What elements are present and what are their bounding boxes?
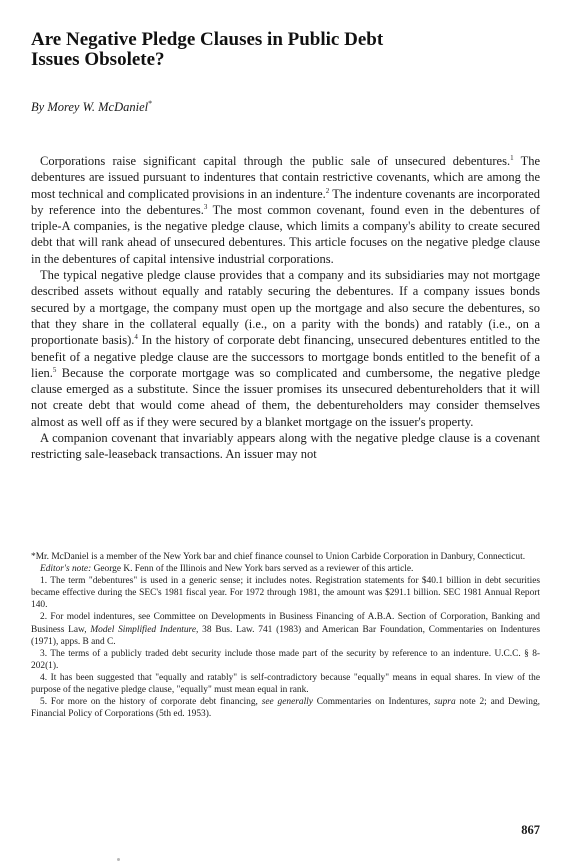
p2-text-1: The typical negative pledge clause provides that a company and its subsidiaries may not mortgage described assets without equally and ratably securing the debentures. If a company issues bonds secured by a mortgage, the company must open up the mortgage and also secure the debentures, so that they share in the collateral equally (i.e., on a parity with the bonds) and ratably (i.e., on a proportionate basis). [31, 268, 540, 348]
scan-speck [117, 858, 120, 861]
editor-note [31, 563, 540, 575]
footnote-2 [31, 611, 540, 647]
byline-prefix: By [31, 100, 48, 115]
article-body [31, 153, 540, 463]
paragraph-2 [31, 267, 540, 430]
footnote-5-text-c: note 2; and Dewing, Financial Policy of Corporations (5th ed. 1953). [31, 697, 541, 720]
footnote-ref-1: 1 [510, 153, 514, 162]
author-footnote-marker: * [148, 99, 153, 108]
p1-text-2: The debentures are issued pursuant to indentures that contain restrictive covenants, which are among the most technical and complicated provisions in an indenture. [31, 154, 540, 201]
footnote-3: 3. The terms of a publicly traded debt security include those made part of the security by reference to an indenture. U.C.C. § 8-202(1). [31, 648, 540, 671]
author-footnote: *Mr. McDaniel is a member of the New York bar and chief finance counsel to Union Carbide Corporation in Danbury, Connecticut. [31, 552, 526, 562]
p1-text-3: The indenture covenants are incorporated by reference into the debentures. [31, 186, 540, 217]
author-name: Morey W. McDaniel [47, 100, 149, 115]
footnote-2-text-a: 2. For model indentures, see Committee on Developments in Business Financing of A.B.A. Section of Corporation, Banking and Business Law, [31, 612, 540, 635]
footnote-2-italic: Model Simplified Indenture, [90, 624, 199, 635]
p2-text-3: Because the corporate mortgage was so complicated and cumbersome, the negative pledge clause emerged as a substitute. Since the issuer promises its unsecured debentureholders that it will not create debt that would come ahead of them, the debentureholders may consider themselves almost as well off as if they were secured by a blanket mortgage on the issuer's property. [31, 365, 540, 429]
p2-text-2: In the history of corporate debt financing, unsecured debentures entitled to the benefit of a negative pledge clause are the successors to mortgage bonds entitled to the benefit of a lien. [31, 333, 540, 380]
footnote-5-text-b: Commentaries on Indentures, [312, 697, 435, 708]
p1-text-4: The most common covenant, found even in the debentures of triple-A companies, is the negative pledge clause, which limits a company's ability to create secured debt that will rank ahead of unsecured debentures. This article focuses on the negative pledge clause in the debentures of capital intensive industrial corporations. [31, 202, 540, 266]
byline [31, 96, 152, 115]
p1-text-1: Corporations raise significant capital through the public sale of unsecured debentures. [40, 154, 511, 168]
paragraph-3: A companion covenant that invariably appears along with the negative pledge clause is a covenant restricting sale-leaseback transactions. An issuer may not [31, 431, 540, 462]
article-title-line-1: Are Negative Pledge Clauses in Public Debt [31, 29, 384, 50]
footnote-5 [31, 696, 540, 720]
footnote-ref-4: 4 [134, 333, 138, 342]
footnote-5-italic-1: see generally [261, 697, 313, 708]
editor-note-text: George K. Fenn of the Illinois and New York bars served as a reviewer of this article. [91, 564, 414, 575]
paragraph-1 [31, 153, 540, 267]
article-title [31, 30, 540, 70]
footnote-5-text-a: 5. For more on the history of corporate debt financing, [40, 697, 262, 708]
editor-note-label: Editor's note: [40, 564, 92, 575]
footnote-4: 4. It has been suggested that "equally and ratably" is self-contradictory because "equally" means in equal shares. In view of the purpose of the negative pledge clause, "equally" must mean equal in rank. [31, 672, 540, 696]
footnote-ref-5: 5 [52, 365, 57, 374]
article-title-line-2: Issues Obsolete? [31, 49, 165, 70]
footnote-2-text-b: 38 Bus. Law. 741 (1983) and American Bar Foundation, Commentaries on Indentures (1971), apps. B and C. [31, 624, 540, 647]
footnotes [31, 551, 540, 720]
footnote-1: 1. The term "debentures" is used in a generic sense; it includes notes. Registration statements for $40.1 billion in debt securities became effective during the SEC's 1981 fiscal year. For 1972 through 1981, the amount was $291.1 billion. SEC 1981 Annual Report 140. [31, 576, 540, 611]
journal-page [31, 0, 540, 865]
footnote-ref-3: 3 [203, 202, 208, 211]
footnote-5-italic-2: supra [434, 697, 456, 708]
page-number: 867 [521, 823, 540, 837]
footnote-ref-2: 2 [325, 186, 330, 195]
